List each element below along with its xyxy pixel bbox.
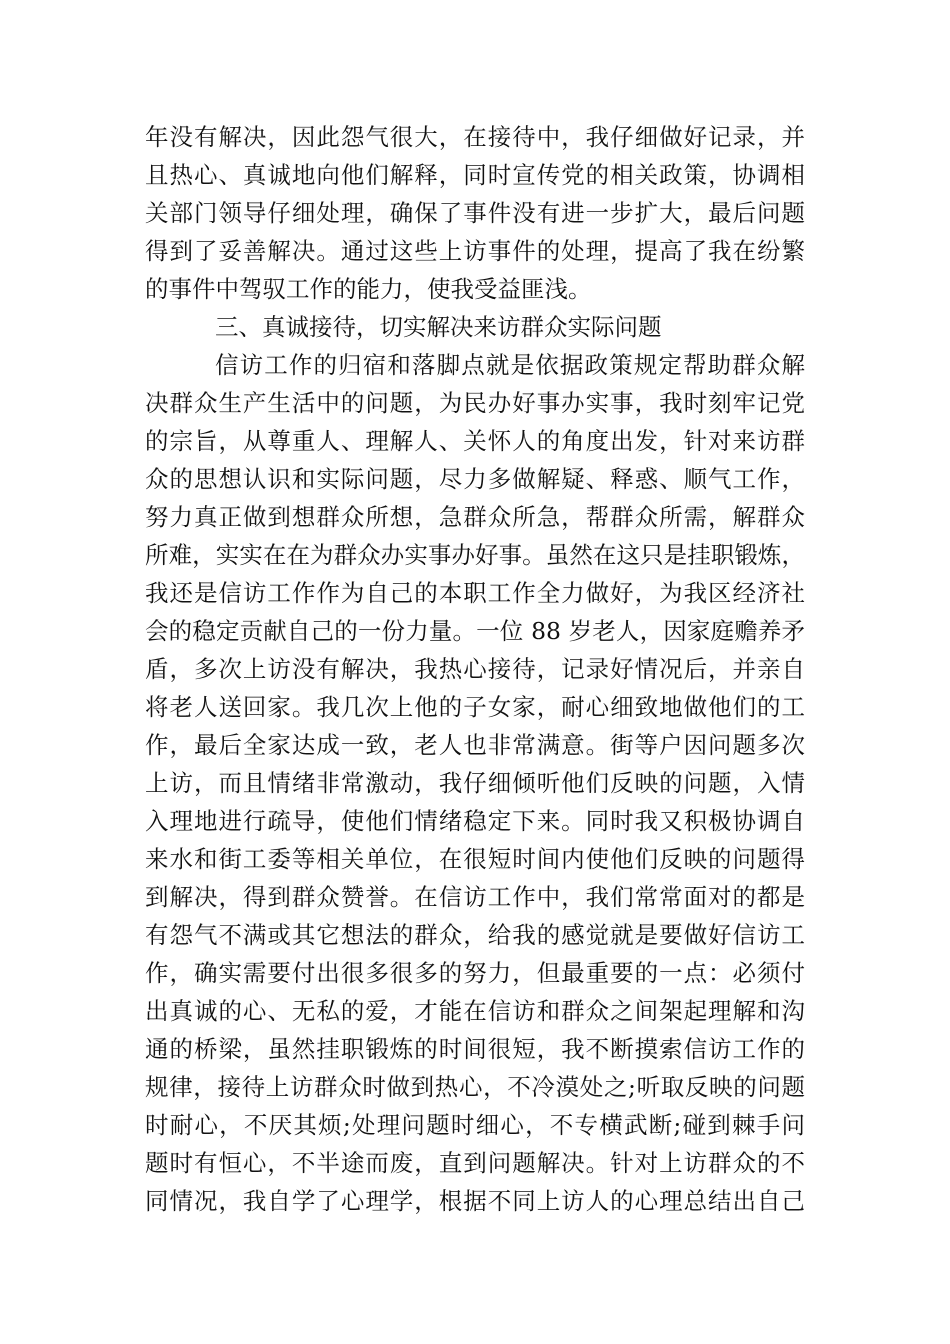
text-line: 众的思想认识和实际问题，尽力多做解疑、释惑、顺气工作， bbox=[145, 465, 805, 493]
text-line: 来水和街工委等相关单位，在很短时间内使他们反映的问题得 bbox=[145, 845, 805, 873]
text-line: 到解决，得到群众赞誉。在信访工作中，我们常常面对的都是 bbox=[145, 883, 805, 911]
text-line: 同情况，我自学了心理学，根据不同上访人的心理总结出自己 bbox=[145, 1187, 805, 1215]
text-line: 通的桥梁，虽然挂职锻炼的时间很短，我不断摸索信访工作的 bbox=[145, 1035, 805, 1063]
text-line: 入理地进行疏导，使他们情绪稳定下来。同时我又积极协调自 bbox=[145, 807, 805, 835]
section-heading: 三、真诚接待，切实解决来访群众实际问题 bbox=[215, 313, 662, 341]
text-line: 上访，而且情绪非常激动，我仔细倾听他们反映的问题，入情 bbox=[145, 769, 805, 797]
paragraph-first-line: 信访工作的归宿和落脚点就是依据政策规定帮助群众解 bbox=[215, 351, 805, 379]
text-line: 出真诚的心、无私的爱，才能在信访和群众之间架起理解和沟 bbox=[145, 997, 805, 1025]
text-line: 的宗旨，从尊重人、理解人、关怀人的角度出发，针对来访群 bbox=[145, 427, 805, 455]
text-line: 会的稳定贡献自己的一份力量。一位 88 岁老人，因家庭赡养矛 bbox=[145, 617, 805, 645]
text-line: 努力真正做到想群众所想，急群众所急，帮群众所需，解群众 bbox=[145, 503, 805, 531]
text-line: 作，确实需要付出很多很多的努力，但最重要的一点：必须付 bbox=[145, 959, 805, 987]
text-line: 规律，接待上访群众时做到热心，不冷漠处之;听取反映的问题 bbox=[145, 1073, 805, 1101]
text-line: 所难，实实在在为群众办实事办好事。虽然在这只是挂职锻炼， bbox=[145, 541, 805, 569]
text-line: 得到了妥善解决。通过这些上访事件的处理，提高了我在纷繁 bbox=[145, 237, 805, 265]
text-line: 将老人送回家。我几次上他的子女家，耐心细致地做他们的工 bbox=[145, 693, 805, 721]
text-line: 年没有解决，因此怨气很大，在接待中，我仔细做好记录，并 bbox=[145, 123, 805, 151]
body-text bbox=[145, 118, 805, 1220]
text-line: 时耐心，不厌其烦;处理问题时细心，不专横武断;碰到棘手问 bbox=[145, 1111, 805, 1139]
text-line: 关部门领导仔细处理，确保了事件没有进一步扩大，最后问题 bbox=[145, 199, 805, 227]
text-line: 的事件中驾驭工作的能力，使我受益匪浅。 bbox=[145, 275, 592, 303]
text-line: 有怨气不满或其它想法的群众，给我的感觉就是要做好信访工 bbox=[145, 921, 805, 949]
text-line: 作，最后全家达成一致，老人也非常满意。街等户因问题多次 bbox=[145, 731, 805, 759]
text-line: 决群众生产生活中的问题，为民办好事办实事，我时刻牢记党 bbox=[145, 389, 805, 417]
text-line: 题时有恒心，不半途而废，直到问题解决。针对上访群众的不 bbox=[145, 1149, 805, 1177]
text-line: 且热心、真诚地向他们解释，同时宣传党的相关政策，协调相 bbox=[145, 161, 805, 189]
text-line: 盾，多次上访没有解决，我热心接待，记录好情况后，并亲自 bbox=[145, 655, 805, 683]
text-line: 我还是信访工作作为自己的本职工作全力做好，为我区经济社 bbox=[145, 579, 805, 607]
